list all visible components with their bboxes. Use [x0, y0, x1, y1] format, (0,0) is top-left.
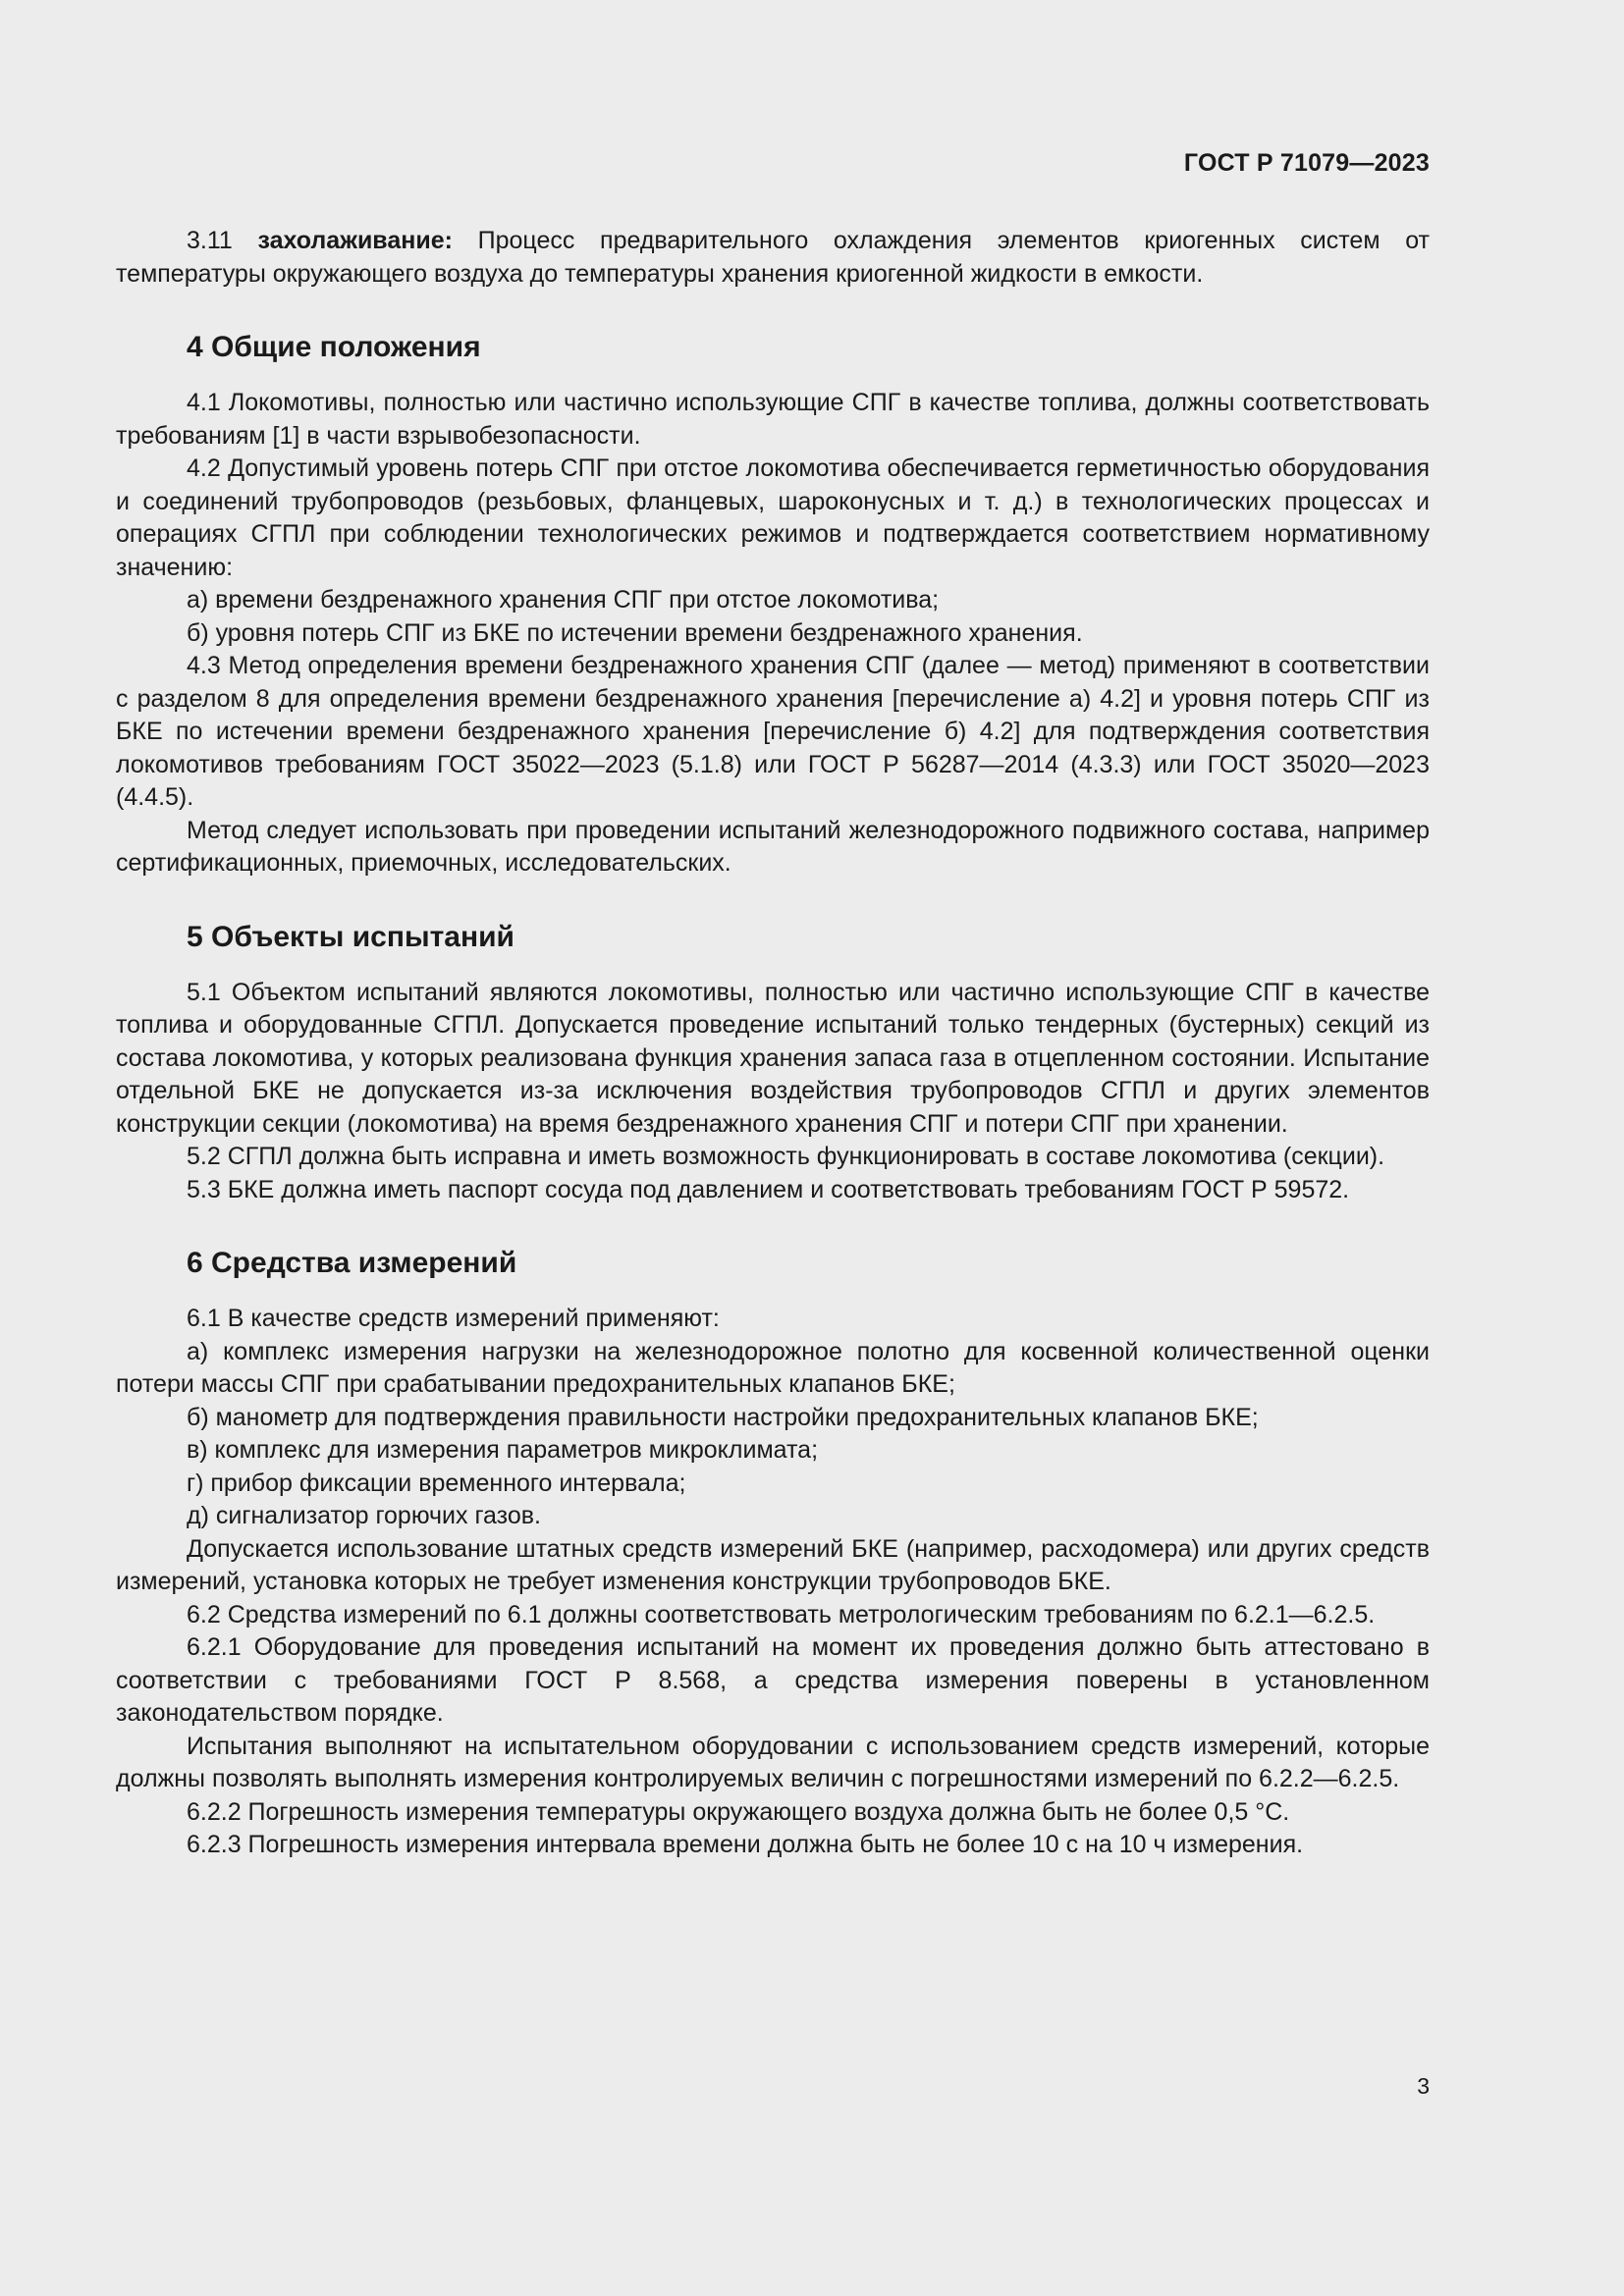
- clause-4-1: 4.1 Локомотивы, полностью или частично использующие СПГ в качестве топлива, должны соответствовать требованиям [1] в части взрывобезопасности.: [116, 389, 1430, 450]
- page-number: 3: [1417, 2073, 1430, 2099]
- section-5-heading: 5 Объекты испытаний: [187, 920, 514, 953]
- section-4-heading: 4 Общие положения: [187, 331, 481, 363]
- clause-6-1: 6.1 В качестве средств измерений применяют:: [187, 1305, 720, 1332]
- section-6-heading: 6 Средства измерений: [187, 1247, 517, 1279]
- clause-3-11-text: Процесс предварительного охлаждения элементов криогенных систем от температуры окружающего воздуха до температуры хранения криогенной жидкости в емкости.: [116, 227, 1430, 288]
- clause-5-1: 5.1 Объектом испытаний являются локомотивы, полностью или частично использующие СПГ в качестве топлива и оборудованные СГПЛ. Допускается проведение испытаний только тендерных (бустерных) секций из состава локомотива, у которых реализована функция хранения запаса газа в отцепленном состоянии. Испытание отдельной БКЕ не допускается из-за исключения воздействия трубопроводов СГПЛ и других элементов конструкции секции (локомотива) на время бездренажного хранения СПГ и потери СПГ при хранении.: [116, 978, 1430, 1138]
- clause-6-1-item-c: в) комплекс для измерения параметров микроклимата;: [187, 1436, 819, 1464]
- clause-4-2-item-b: б) уровня потерь СПГ из БКЕ по истечении времени бездренажного хранения.: [187, 618, 1083, 647]
- document-code-header: ГОСТ Р 71079—2023: [1183, 149, 1430, 177]
- clause-6-1-item-a: а) комплекс измерения нагрузки на железнодорожное полотно для косвенной количественной оценки потери массы СПГ при срабатывании предохранительных клапанов БКЕ;: [116, 1337, 1430, 1398]
- clause-4-3-method-note: Метод следует использовать при проведении испытаний железнодорожного подвижного состава, например сертификационных, приемочных, исследовательских.: [116, 816, 1430, 877]
- clause-6-1-item-e: д) сигнализатор горючих газов.: [187, 1502, 541, 1529]
- clause-6-2-1-tests: Испытания выполняют на испытательном оборудовании с использованием средств измерений, которые должны позволять выполнять измерения контролируемых величин с погрешностями измерений по 6.2.2—6.2.5.: [116, 1732, 1430, 1792]
- clause-5-2: 5.2 СГПЛ должна быть исправна и иметь возможность функционировать в составе локомотива (секции).: [187, 1143, 1385, 1170]
- clause-6-2-3: 6.2.3 Погрешность измерения интервала времени должна быть не более 10 с на 10 ч измерения.: [187, 1831, 1304, 1858]
- clause-3-11-term: захолаживание:: [257, 227, 453, 254]
- clause-6-1-item-d: г) прибор фиксации временного интервала;: [187, 1468, 686, 1497]
- clause-6-2-2: 6.2.2 Погрешность измерения температуры окружающего воздуха должна быть не более 0,5 °С.: [187, 1797, 1290, 1826]
- clause-4-2: 4.2 Допустимый уровень потерь СПГ при отстое локомотива обеспечивается герметичностью оборудования и соединений трубопроводов (резьбовых, фланцевых, шароконусных и т. д.) в технологических процессах и операциях СГПЛ при соблюдении технологических режимов и подтверждается соответствием нормативному значению:: [116, 454, 1430, 581]
- document-page: [116, 0, 1430, 2296]
- clause-6-1-item-b: б) манометр для подтверждения правильности настройки предохранительных клапанов БКЕ;: [187, 1403, 1259, 1431]
- clause-6-2-1: 6.2.1 Оборудование для проведения испытаний на момент их проведения должно быть аттестовано в соответствии с требованиями ГОСТ Р 8.568, а средства измерения поверены в установленном законодательством порядке.: [116, 1633, 1430, 1727]
- clause-6-2: 6.2 Средства измерений по 6.1 должны соответствовать метрологическим требованиям по 6.2.1—6.2.5.: [187, 1600, 1376, 1629]
- clause-3-11-number: 3.11: [187, 227, 233, 254]
- clause-4-3: 4.3 Метод определения времени бездренажного хранения СПГ (далее — метод) применяют в соответствии с разделом 8 для определения времени бездренажного хранения [перечисление а) 4.2] и уровня потерь СПГ из БКЕ по истечении времени бездренажного хранения [перечисление б) 4.2] для подтверждения соответствия локомотивов требованиям ГОСТ 35022—2023 (5.1.8) или ГОСТ Р 56287—2014 (4.3.3) или ГОСТ 35020—2023 (4.4.5).: [116, 652, 1430, 811]
- clause-4-2-item-a: а) времени бездренажного хранения СПГ при отстое локомотива;: [187, 586, 940, 614]
- clause-5-3: 5.3 БКЕ должна иметь паспорт сосуда под давлением и соответствовать требованиям ГОСТ Р 59572.: [187, 1175, 1350, 1203]
- clause-6-1-note: Допускается использование штатных средств измерений БКЕ (например, расходомера) или других средств измерений, установка которых не требует изменения конструкции трубопроводов БКЕ.: [116, 1534, 1430, 1595]
- document-body: [116, 225, 1430, 1862]
- clause-3-11: [116, 225, 1430, 291]
